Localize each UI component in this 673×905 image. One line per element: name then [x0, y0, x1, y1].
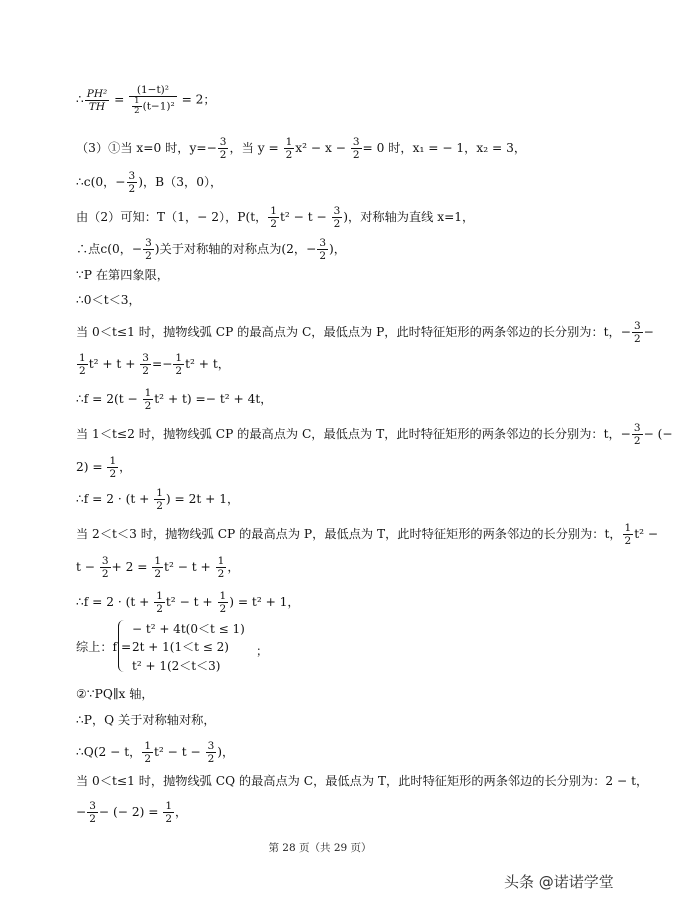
text-line-18: ②∵PQ∥x 轴， — [76, 687, 154, 701]
equation-line-1: ∴ $\frac{\text{PH²}}{TH}$ = (1−t)² $\frac{1}{2}$ (t−1)² = 2； — [76, 84, 216, 116]
equation-line-12: 2) = $\frac{1}{2}$ ， — [76, 455, 132, 480]
piecewise-summary — [76, 620, 376, 674]
case-2: 2t + 1(1＜t ≤ 2) — [132, 640, 229, 654]
equation-line-2: （3）①当 x=0 时，y=− $\frac{3}{2}$ ，当 y = $\frac{1}{2}$ x² − x − $\frac{3}{2}$ = 0 时，x₁ = − 1，x₂ = 3， — [76, 136, 527, 161]
text-line-6: ∵P 在第四象限， — [76, 268, 169, 282]
fraction: $\frac{\text{PH²}}{TH}$ — [86, 87, 108, 113]
equation-line-16: ∴f = 2 · (t + $\frac{1}{2}$ t² − t + $\frac{1}{2}$ ) = t² + 1， — [76, 590, 300, 615]
summary-label: 综上：f = — [76, 640, 132, 654]
equation-line-4: 由（2）可知：T（1，− 2），P(t， $\frac{1}{2}$ t² − t − $\frac{3}{2}$ )，对称轴为直线 x=1， — [76, 205, 475, 230]
equation-line-10: ∴f = 2(t − $\frac{1}{2}$ t² + t) =− t² + 4t， — [76, 387, 273, 412]
case-3: t² + 1(2＜t＜3) — [132, 659, 221, 673]
text-line-19: ∴P，Q 关于对称轴对称， — [76, 713, 216, 727]
page-footer: 第 28 页（共 29 页） — [268, 842, 372, 854]
text-line-21: 当 0＜t≤1 时，抛物线弧 CQ 的最高点为 C，最低点为 T，此时特征矩形的两条邻边的长分别为：2 − t， — [76, 774, 649, 788]
brace — [118, 620, 127, 672]
case-1: − t² + 4t(0＜t ≤ 1) — [132, 622, 245, 636]
case-end: ； — [256, 644, 269, 658]
text-line-14: 当 2＜t＜3 时，抛物线弧 CP 的最高点为 P，最低点为 T，此时特征矩形的两条邻边的长分别为：t， $\frac{1}{2}$ t² − — [76, 522, 659, 547]
equation-line-3: ∴c(0，− $\frac{3}{2}$ )，B（3，0）， — [76, 170, 223, 195]
watermark: 头条 @诺诺学堂 — [504, 873, 614, 891]
equation-line-22: − $\frac{3}{2}$ − (− 2) = $\frac{1}{2}$ ， — [76, 800, 188, 825]
fraction: (1−t)² $\frac{1}{2}$ (t−1)² — [129, 84, 177, 116]
text-line-11: 当 1＜t≤2 时，抛物线弧 CP 的最高点为 C，最低点为 T，此时特征矩形的两条邻边的长分别为：t，− $\frac{3}{2}$ − (− — [76, 422, 673, 447]
equation-line-20: ∴Q(2 − t， $\frac{1}{2}$ t² − t − $\frac{3}{2}$ )， — [76, 740, 235, 765]
text-line-8: 当 0＜t≤1 时，抛物线弧 CP 的最高点为 C，最低点为 P，此时特征矩形的两条邻边的长分别为：t，− $\frac{3}{2}$ − — [76, 320, 654, 345]
equation-line-9: $\frac{1}{2}$ t² + t + $\frac{3}{2}$ =− $\frac{1}{2}$ t² + t， — [79, 352, 230, 377]
text-line-7: ∴0＜t＜3， — [76, 293, 141, 307]
equation-line-5: ∴点c(0，− $\frac{3}{2}$ )关于对称轴的对称点为(2，− $\frac{3}{2}$ )， — [76, 237, 346, 262]
equation-line-15: t − $\frac{3}{2}$ + 2 = $\frac{1}{2}$ t² − t + $\frac{1}{2}$ ， — [76, 555, 240, 580]
equation-line-13: ∴f = 2 · (t + $\frac{1}{2}$ ) = 2t + 1， — [76, 487, 240, 512]
